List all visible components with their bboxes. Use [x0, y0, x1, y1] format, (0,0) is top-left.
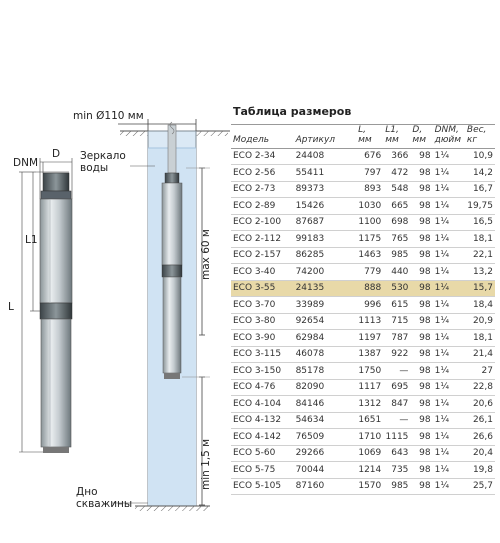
column-header	[294, 125, 357, 149]
table-cell: 996	[356, 297, 383, 314]
table-cell: 98	[410, 264, 432, 281]
table-cell: 676	[356, 148, 383, 165]
table-cell: 472	[383, 165, 410, 182]
table-cell: 985	[383, 478, 410, 495]
table-cell: ECO 2-112	[231, 231, 294, 248]
table-title: Таблица размеров	[233, 105, 352, 118]
table-cell: 55411	[294, 165, 357, 182]
table-cell: 1115	[383, 429, 410, 446]
table-cell: 1387	[356, 346, 383, 363]
table-row	[231, 280, 495, 297]
table-cell: 24408	[294, 148, 357, 165]
table-cell: 27	[465, 363, 495, 380]
table-cell: 787	[383, 330, 410, 347]
table-cell: 20,9	[465, 313, 495, 330]
table-cell: 15,7	[465, 280, 495, 297]
table-cell: 54634	[294, 412, 357, 429]
table-cell: ECO 5-75	[231, 462, 294, 479]
table-row	[231, 231, 495, 248]
column-header-line: DNM,	[434, 125, 459, 135]
table-cell: 92654	[294, 313, 357, 330]
table-cell: ECO 3-150	[231, 363, 294, 380]
table-cell: 19,8	[465, 462, 495, 479]
table-cell: 888	[356, 280, 383, 297]
table-cell: ECO 2-89	[231, 198, 294, 215]
table-cell: 893	[356, 181, 383, 198]
table-row	[231, 247, 495, 264]
table-cell: 715	[383, 313, 410, 330]
table-cell: 1570	[356, 478, 383, 495]
table-row	[231, 346, 495, 363]
table-cell: 1710	[356, 429, 383, 446]
table-cell: 765	[383, 231, 410, 248]
table-cell: ECO 2-73	[231, 181, 294, 198]
table-row	[231, 462, 495, 479]
table-header-row	[231, 125, 495, 149]
table-cell: ECO 3-40	[231, 264, 294, 281]
table-row	[231, 379, 495, 396]
table-cell: 85178	[294, 363, 357, 380]
table-cell: 1651	[356, 412, 383, 429]
table-cell: 735	[383, 462, 410, 479]
table-cell: ECO 3-80	[231, 313, 294, 330]
table-cell: 695	[383, 379, 410, 396]
table-cell: 1113	[356, 313, 383, 330]
pump-standalone	[40, 173, 72, 453]
table-cell: 1214	[356, 462, 383, 479]
table-cell: 1117	[356, 379, 383, 396]
table-cell: 1¼	[433, 297, 465, 314]
table-cell: 1¼	[433, 165, 465, 182]
min-bottom-label: min 1,5 м	[200, 438, 212, 490]
table-row	[231, 214, 495, 231]
table-cell: 62984	[294, 330, 357, 347]
table-cell: 847	[383, 396, 410, 413]
column-header	[383, 125, 410, 149]
table-cell: 779	[356, 264, 383, 281]
table-row	[231, 148, 495, 165]
table-cell: 1¼	[433, 462, 465, 479]
column-header-line: дюйм	[434, 135, 462, 146]
table-cell: 98	[410, 297, 432, 314]
water-mirror-label: Зеркало воды	[80, 150, 126, 174]
d-label: D	[52, 148, 61, 160]
table-cell: 18,1	[465, 231, 495, 248]
table-cell: ECO 2-157	[231, 247, 294, 264]
table-cell: 98	[410, 462, 432, 479]
column-header-line: D,	[412, 125, 423, 135]
table-cell: 1069	[356, 445, 383, 462]
riser-pipe	[168, 122, 176, 173]
table-cell: 84146	[294, 396, 357, 413]
column-header	[433, 125, 465, 149]
table-cell: 985	[383, 247, 410, 264]
column-header-line: Вес,	[466, 125, 487, 135]
table-cell: ECO 2-34	[231, 148, 294, 165]
column-header-line: L,	[358, 125, 366, 135]
table-cell: 74200	[294, 264, 357, 281]
column-header-line: мм	[412, 135, 426, 146]
table-cell: 922	[383, 346, 410, 363]
table-cell: ECO 4-104	[231, 396, 294, 413]
size-table	[231, 124, 495, 495]
table-cell: 1750	[356, 363, 383, 380]
column-header-line: Артикул	[295, 135, 336, 146]
table-row	[231, 165, 495, 182]
table-cell: ECO 4-142	[231, 429, 294, 446]
table-cell: 1¼	[433, 247, 465, 264]
table-cell: ECO 3-70	[231, 297, 294, 314]
table-cell: 1¼	[433, 231, 465, 248]
size-table-section	[231, 105, 495, 495]
table-cell: 98	[410, 346, 432, 363]
table-cell: 29266	[294, 445, 357, 462]
table-cell: 87687	[294, 214, 357, 231]
table-cell: ECO 3-90	[231, 330, 294, 347]
pump-in-well	[162, 173, 182, 379]
table-cell: ECO 2-100	[231, 214, 294, 231]
table-cell: 15426	[294, 198, 357, 215]
table-cell: 98	[410, 247, 432, 264]
table-cell: —	[383, 363, 410, 380]
table-cell: 1¼	[433, 396, 465, 413]
table-cell: 1¼	[433, 330, 465, 347]
l1-label: L1	[25, 234, 38, 246]
table-cell: 1¼	[433, 478, 465, 495]
table-cell: 26,1	[465, 412, 495, 429]
table-cell: 1100	[356, 214, 383, 231]
dnm-label: DNM	[13, 157, 38, 169]
table-cell: 76509	[294, 429, 357, 446]
table-cell: 19,75	[465, 198, 495, 215]
dnm-dimension	[33, 162, 69, 173]
table-cell: 1¼	[433, 148, 465, 165]
table-cell: 98	[410, 396, 432, 413]
table-row	[231, 478, 495, 495]
table-cell: 98	[410, 313, 432, 330]
table-row	[231, 181, 495, 198]
table-row	[231, 429, 495, 446]
min-diameter-label: min Ø110 мм	[73, 110, 144, 122]
l-dimension	[19, 172, 43, 452]
table-cell: —	[383, 412, 410, 429]
column-header-line: кг	[466, 135, 478, 146]
table-row	[231, 330, 495, 347]
table-row	[231, 264, 495, 281]
table-cell: 98	[410, 165, 432, 182]
table-cell: 14,2	[465, 165, 495, 182]
table-cell: 98	[410, 363, 432, 380]
table-cell: ECO 5-60	[231, 445, 294, 462]
table-cell: 548	[383, 181, 410, 198]
table-cell: 1¼	[433, 181, 465, 198]
column-header-line: Модель	[233, 135, 270, 146]
table-body	[231, 148, 495, 495]
column-header	[231, 125, 294, 149]
table-cell: 10,9	[465, 148, 495, 165]
table-cell: 20,6	[465, 396, 495, 413]
table-cell: 22,1	[465, 247, 495, 264]
table-cell: 1¼	[433, 412, 465, 429]
table-cell: 440	[383, 264, 410, 281]
table-cell: 86285	[294, 247, 357, 264]
table-cell: 18,1	[465, 330, 495, 347]
table-cell: 18,4	[465, 297, 495, 314]
table-cell: 16,7	[465, 181, 495, 198]
table-cell: 1463	[356, 247, 383, 264]
table-cell: 98	[410, 214, 432, 231]
table-cell: 1312	[356, 396, 383, 413]
table-cell: 20,4	[465, 445, 495, 462]
table-cell: ECO 4-132	[231, 412, 294, 429]
table-cell: 1¼	[433, 280, 465, 297]
table-cell: ECO 3-55	[231, 280, 294, 297]
table-cell: ECO 3-115	[231, 346, 294, 363]
table-cell: 665	[383, 198, 410, 215]
l-label: L	[8, 301, 14, 313]
column-header	[465, 125, 495, 149]
table-cell: 98	[410, 379, 432, 396]
table-cell: 89373	[294, 181, 357, 198]
table-cell: 98	[410, 412, 432, 429]
table-cell: 13,2	[465, 264, 495, 281]
table-cell: 26,6	[465, 429, 495, 446]
table-cell: 22,8	[465, 379, 495, 396]
table-cell: 70044	[294, 462, 357, 479]
table-cell: 1197	[356, 330, 383, 347]
table-cell: 1¼	[433, 214, 465, 231]
table-cell: 530	[383, 280, 410, 297]
table-cell: ECO 2-56	[231, 165, 294, 182]
table-cell: 21,4	[465, 346, 495, 363]
table-cell: 1¼	[433, 429, 465, 446]
table-cell: 25,7	[465, 478, 495, 495]
table-cell: 1¼	[433, 346, 465, 363]
table-cell: 615	[383, 297, 410, 314]
table-cell: 98	[410, 445, 432, 462]
table-cell: 98	[410, 280, 432, 297]
column-header-line: L1,	[385, 125, 399, 135]
table-cell: 1175	[356, 231, 383, 248]
column-header-line: мм	[358, 135, 372, 146]
table-cell: 33989	[294, 297, 357, 314]
table-cell: 98	[410, 478, 432, 495]
table-cell: 87160	[294, 478, 357, 495]
table-cell: 1¼	[433, 363, 465, 380]
table-row	[231, 412, 495, 429]
table-cell: 1¼	[433, 379, 465, 396]
well-bottom-label: Дно скважины	[76, 486, 133, 510]
table-cell: 643	[383, 445, 410, 462]
table-cell: 1030	[356, 198, 383, 215]
table-cell: 98	[410, 148, 432, 165]
table-cell: 698	[383, 214, 410, 231]
table-cell: 797	[356, 165, 383, 182]
table-row	[231, 297, 495, 314]
diagram-drawing	[0, 0, 230, 538]
table-cell: 98	[410, 198, 432, 215]
table-cell: 98	[410, 429, 432, 446]
table-row	[231, 363, 495, 380]
table-cell: 46078	[294, 346, 357, 363]
table-cell: 82090	[294, 379, 357, 396]
max-depth-label: max 60 м	[200, 229, 212, 280]
table-cell: 98	[410, 231, 432, 248]
table-cell: 1¼	[433, 264, 465, 281]
table-cell: 24135	[294, 280, 357, 297]
table-row	[231, 445, 495, 462]
table-cell: 1¼	[433, 313, 465, 330]
table-row	[231, 313, 495, 330]
column-header	[356, 125, 383, 149]
table-cell: 366	[383, 148, 410, 165]
table-cell: ECO 4-76	[231, 379, 294, 396]
table-cell: 1¼	[433, 198, 465, 215]
column-header-line: мм	[385, 135, 399, 146]
table-cell: ECO 5-105	[231, 478, 294, 495]
column-header	[410, 125, 432, 149]
table-cell: 98	[410, 181, 432, 198]
table-cell: 1¼	[433, 445, 465, 462]
table-row	[231, 198, 495, 215]
table-cell: 99183	[294, 231, 357, 248]
table-cell: 16,5	[465, 214, 495, 231]
pump-installation-diagram	[0, 0, 230, 538]
table-row	[231, 396, 495, 413]
table-cell: 98	[410, 330, 432, 347]
